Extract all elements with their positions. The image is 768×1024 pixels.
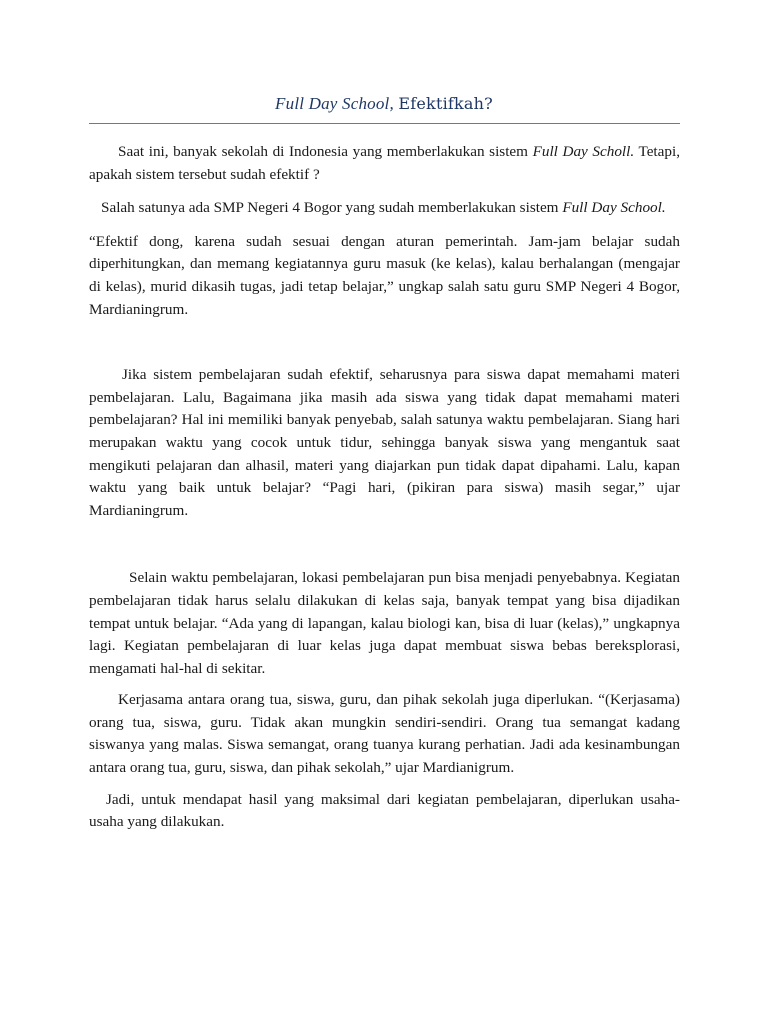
title-italic-part: Full Day School, xyxy=(275,94,394,113)
paragraph-1 xyxy=(89,141,680,186)
document-body xyxy=(89,141,680,834)
paragraph-1-tail: Tetapi, apakah sistem tersebut sudah efektif ? xyxy=(89,143,681,183)
paragraph-6: Kerjasama antara orang tua, siswa, guru, dan pihak sekolah juga diperlukan. “(Kerjasama) orang tua, siswa, guru. Tidak akan mungkin sendiri-sendiri. Orang tua semangat kadang siswanya yang malas. Siswa semangat, orang tuanya kurang perhatian. Jadi ada kesinambungan antara orang tua, guru, siswa, dan pihak sekolah,” ujar Mardianigrum. xyxy=(89,691,680,777)
paragraph-3: “Efektif dong, karena sudah sesuai dengan aturan pemerintah. Jam-jam belajar sudah diperhitungkan, dan memang kegiatannya guru masuk (ke kelas), kalau berhalangan (mengajar di kelas), murid dikasih tugas, jadi tetap belajar,” ungkap salah satu guru SMP Negeri 4 Bogor, Mardianingrum. xyxy=(89,232,680,318)
paragraph-2 xyxy=(89,197,680,220)
paragraph-5: Selain waktu pembelajaran, lokasi pembelajaran pun bisa menjadi penyebabnya. Kegiatan pembelajaran tidak harus selalu dilakukan di kelas saja, banyak tempat yang bisa dijadikan tempat untuk belajar. “Ada yang di lapangan, kalau biologi kan, bisa di luar (kelas),” ungkapnya lagi. Kegiatan pembelajaran di luar kelas juga dapat membuat siswa bebas bereksplorasi, mengamati hal-hal di sekitar. xyxy=(89,569,680,677)
document-title xyxy=(0,94,768,114)
paragraph-1-italic: Full Day Scholl. xyxy=(532,143,635,160)
paragraph-2-text: Salah satunya ada SMP Negeri 4 Bogor yang sudah memberlakukan sistem xyxy=(101,199,563,217)
paragraph-4: Jika sistem pembelajaran sudah efektif, seharusnya para siswa dapat memahami materi pembelajaran. Lalu, Bagaimana jika masih ada siswa yang tidak dapat memahami materi pembelajaran? Hal ini memiliki banyak penyebab, salah satunya waktu pembelajaran. Siang hari merupakan waktu yang cocok untuk tidur, sehingga banyak siswa yang mengantuk saat mengikuti pelajaran dan alhasil, materi yang diajarkan pun tidak dapat dipahami. Lalu, kapan waktu yang baik untuk belajar? “Pagi hari, (pikiran para siswa) masih segar,” ujar Mardianingrum. xyxy=(89,366,680,519)
title-underline-rule xyxy=(89,123,680,124)
paragraph-7: Jadi, untuk mendapat hasil yang maksimal dari kegiatan pembelajaran, diperlukan usaha- usaha yang dilakukan. xyxy=(89,790,680,831)
title-rest-part: Efektifkah? xyxy=(398,94,493,113)
paragraph-2-italic: Full Day School. xyxy=(562,199,666,217)
paragraph-1-text: Saat ini, banyak sekolah di Indonesia yang memberlakukan sistem xyxy=(118,143,533,160)
